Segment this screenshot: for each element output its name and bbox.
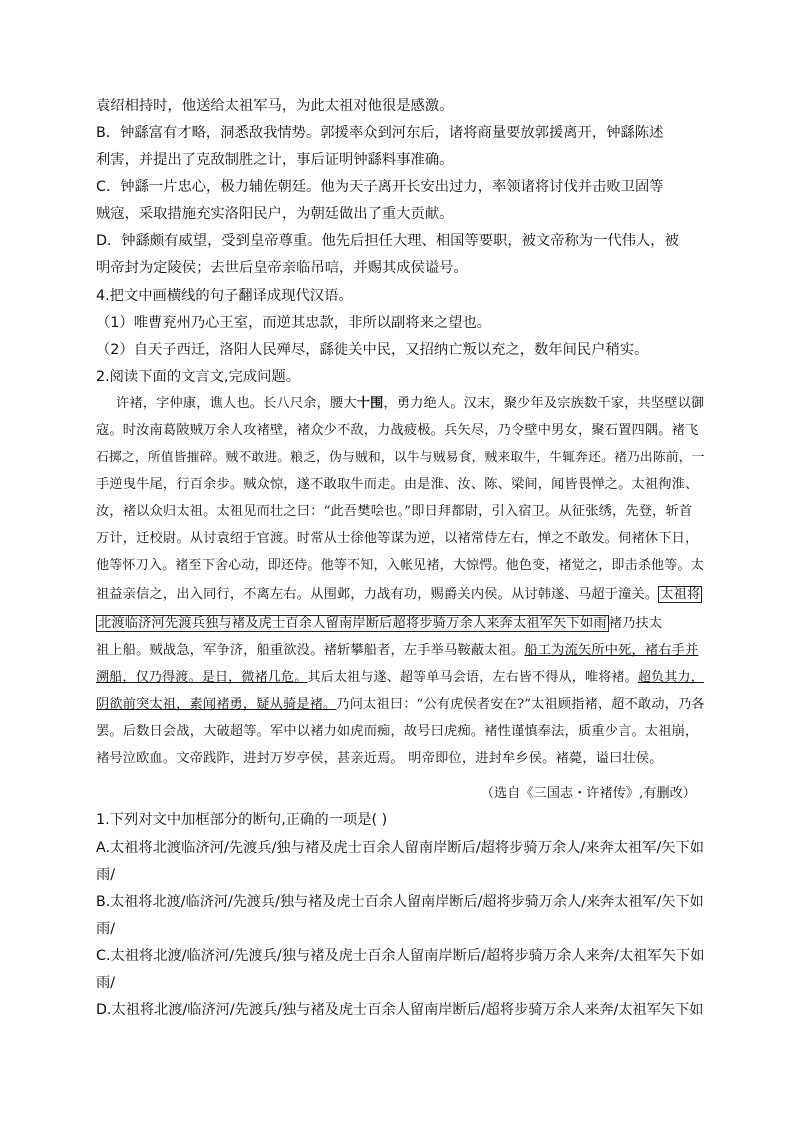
- passage-line: 石掷之，所值皆摧碎。贼不敢进。粮乏，伪与贼和，以牛与贼易食，贼来取牛，牛辄奔还。褚乃出陈前，一: [96, 450, 705, 465]
- passage-line: 手逆曳牛尾，行百余步。贼众惊，遂不敢取牛而走。由是淮、汝、陈、梁间，闻皆畏惮之。太祖徇淮、: [96, 477, 699, 492]
- q1-option-c: C.太祖将北渡/临济河/先渡兵/独与褚及虎士百余人留南岸断后/超将步骑万余人来奔/太祖军矢下如: [96, 948, 705, 964]
- option-b-line1: B．钟繇富有才略，洞悉敌我情势。郭援率众到河东后，诸将商量要放郭援离开，钟繇陈述: [96, 125, 664, 141]
- boxed-text-start: 太祖将: [660, 587, 701, 602]
- passage-line: 阴欲前突太祖，素闻褚勇，疑从骑是褚。乃问太祖曰：“公有虎侯者安在?”太祖顾指褚，超不敢动，乃各: [96, 697, 705, 712]
- q1-option-d: D.太祖将北渡/临济河/先渡兵/独与褚及虎士百余人留南岸断后/超将步骑万余人来奔/太祖军矢下如: [96, 1002, 704, 1018]
- q4-sentence-1: （1）唯曹兖州乃心王室，而逆其忠款，非所以副将来之望也。: [96, 315, 492, 331]
- option-d-line1: D．钟繇颇有威望，受到皇帝尊重。他先后担任大理、相国等要职，被文帝称为一代伟人，被: [96, 233, 679, 249]
- q1-option-b-cont: 雨/: [96, 921, 116, 937]
- q4-sentence-2: （2）自天子西迁，洛阳人民殚尽，繇徙关中民，又招纳亡叛以充之，数年间民户稍实。: [96, 342, 649, 358]
- option-c-line2: 贼寇，采取措施充实洛阳民户，为朝廷做出了重大贡献。: [96, 206, 454, 222]
- q1-prompt: 1.下列对文中加框部分的断句,正确的一项是( ): [96, 812, 388, 828]
- underlined-sentence: 船工为流矢所中死，褚右手并: [524, 643, 699, 658]
- passage-line: 寇。时汝南葛陂贼万余人攻褚壁，褚众少不敌，力战疲极。兵矢尽，乃令壁中男女，聚石置四隅。褚飞: [96, 423, 699, 438]
- q1-option-a-cont: 雨/: [96, 867, 116, 883]
- underlined-sentence: 超负其力，: [637, 670, 704, 685]
- option-b-line2: 利害，并提出了克敌制胜之计，事后证明钟繇料事准确。: [96, 152, 454, 168]
- passage-line: 祖上船。贼战急，军争济，船重欲没。褚斩攀船者，左手举马鞍蔽太祖。船工为流矢所中死，褚右手并: [96, 643, 699, 658]
- underlined-sentence: 阴欲前突太祖，素闻褚勇，疑从骑是褚。: [96, 697, 337, 712]
- passage-line: 罢。后数日会战，大破超等。军中以褚力如虎而痴，故号曰虎痴。褚性谨慎奉法，质重少言。太祖崩，: [96, 724, 699, 739]
- passage-line: 万计，迁校尉。从讨袁绍于官渡。时常从士徐他等谋为逆，以褚常侍左右，惮之不敢发。伺褚休下日，: [96, 531, 699, 546]
- q1-option-c-cont: 雨/: [96, 975, 116, 991]
- passage-line: 溯船，仅乃得渡。是日，微褚几危。其后太祖与遂、超等单马会语，左右皆不得从，唯将褚。超负其力，: [96, 670, 704, 685]
- q1-option-b: B.太祖将北渡/临济河/先渡兵/独与褚及虎士百余人留南岸断后/超将步骑万余人/来奔太祖军/矢下如: [96, 894, 704, 910]
- passage-line: 汝，褚以众归太祖。太祖见而壮之曰：“此吾樊哙也。”即日拜都尉，引入宿卫。从征张绣，先登，斩首: [96, 504, 693, 519]
- option-a-tail: 袁绍相持时，他送给太祖军马，为此太祖对他很是感激。: [96, 98, 454, 114]
- section2-heading: 2.阅读下面的文言文,完成问题。: [96, 369, 301, 385]
- passage-line: 北渡临济河先渡兵独与褚及虎士百余人留南岸断后超将步骑万余人来奔太祖军矢下如雨 褚乃扶太: [98, 616, 663, 631]
- passage-line: 祖益亲信之，出入同行，不离左右。从围邺，力战有功，赐爵关内侯。从讨韩遂、马超于潼关。 太祖将: [96, 587, 701, 602]
- q4-prompt: 4.把文中画横线的句子翻译成现代汉语。: [96, 288, 353, 304]
- option-d-line2: 明帝封为定陵侯；去世后皇帝亲临吊唁，并赐其成侯谥号。: [96, 260, 468, 276]
- boxed-text: 北渡临济河先渡兵独与褚及虎士百余人留南岸断后超将步骑万余人来奔太祖军矢下如雨: [98, 616, 607, 631]
- option-c-line1: C．钟繇一片忠心，极力辅佐朝廷。他为天子离开长安出过力，率领诸将讨伐并击败卫固等: [96, 179, 664, 195]
- passage-source: （选自《三国志・许褚传》,有删改）: [480, 786, 696, 801]
- passage-line: 他等怀刀入。褚至下舍心动，即还侍。他等不知，入帐见褚，大惊愕。他色变，褚觉之，即击杀他等。太: [96, 558, 704, 573]
- underlined-sentence: 溯船，仅乃得渡。是日，微褚几危。: [96, 670, 308, 685]
- q1-option-a: A.太祖将北渡临济河/先渡兵/独与褚及虎士百余人留南岸断后/超将步骑万余人/来奔太祖军/矢下如: [96, 840, 705, 856]
- passage-line: 许褚，字仲康，谯人也。长八尺余，腰大十围，勇力绝人。汉末，聚少年及宗族数千家，共坚壁以御: [116, 396, 705, 411]
- passage-line: 褚号泣欧血。文帝践阼，进封万岁亭侯，甚亲近焉。 明帝即位，进封牟乡侯。褚薨，谥曰壮侯。: [96, 751, 663, 766]
